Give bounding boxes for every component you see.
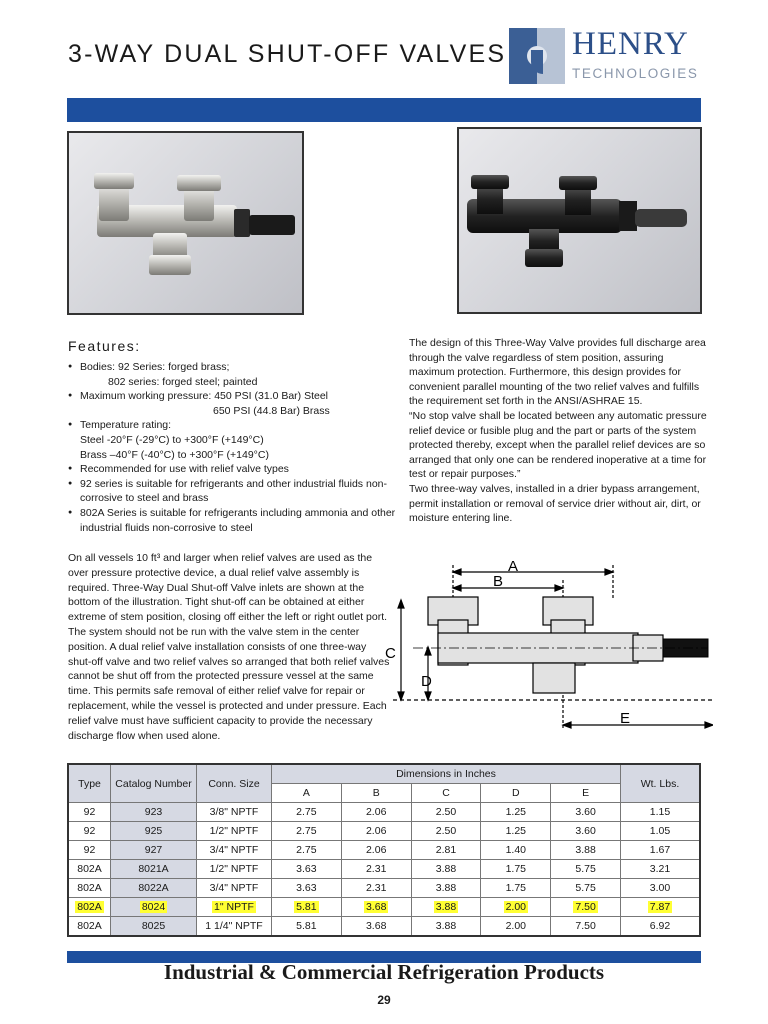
table-cell [197, 917, 272, 937]
feature-item: ● 802A Series is suitable for refrigerants including ammonia and other industrial fluids non-corrosive to steel [68, 506, 398, 535]
cell-value: 2.81 [435, 844, 457, 856]
table-cell [272, 917, 342, 937]
logo-mark-icon [509, 28, 565, 84]
cell-value: 3.60 [575, 806, 596, 818]
table-cell [197, 879, 272, 898]
cell-value: 2.50 [435, 825, 457, 837]
table-cell [481, 879, 551, 898]
dim-label-b: B [493, 573, 504, 590]
cell-value: 2.75 [296, 825, 317, 837]
cell-value: 1/2" NPTF [209, 863, 259, 875]
table-cell [111, 898, 197, 917]
table-cell [111, 803, 197, 822]
table-row [68, 860, 700, 879]
cell-value: 2.50 [435, 806, 457, 818]
table-cell [111, 879, 197, 898]
header-divider-bar [67, 98, 701, 122]
feature-item-continued: Brass –40°F (-40°C) to +300°F (+149°C) [80, 448, 269, 461]
table-cell [341, 917, 411, 937]
cell-value: 2.00 [505, 901, 526, 913]
table-cell [551, 860, 621, 879]
table-cell [621, 803, 701, 822]
table-cell [111, 917, 197, 937]
table-cell [197, 841, 272, 860]
cell-value: 3.68 [365, 901, 387, 913]
table-cell [272, 860, 342, 879]
cell-value: 1.75 [505, 863, 526, 875]
table-cell [621, 898, 701, 917]
table-cell [411, 803, 481, 822]
page-number: 29 [377, 993, 391, 1007]
table-cell [551, 803, 621, 822]
features-list [68, 360, 398, 535]
henry-logo [509, 28, 709, 84]
cell-value: 3.88 [435, 863, 457, 875]
table-row [68, 879, 700, 898]
cell-value: 3.68 [365, 920, 387, 932]
col-header-conn: Conn. Size [197, 764, 272, 803]
cell-value: 1 1/4" NPTF [205, 920, 263, 932]
cell-value: 3.88 [435, 920, 457, 932]
feature-item-continued: Steel -20°F (-29°C) to +300°F (+149°C) [80, 433, 264, 446]
cell-value: 3.60 [575, 825, 596, 837]
col-header-a: A [272, 784, 342, 803]
table-cell [481, 860, 551, 879]
table-cell [481, 898, 551, 917]
table-cell [411, 879, 481, 898]
table-cell [111, 860, 197, 879]
cell-value: 802A [77, 882, 102, 894]
col-header-b: B [341, 784, 411, 803]
cell-value: 8025 [141, 920, 166, 932]
feature-item: ● Temperature rating: [68, 418, 398, 433]
table-cell [272, 879, 342, 898]
cell-value: 7.50 [575, 920, 596, 932]
table-cell [551, 917, 621, 937]
cell-value: 1.67 [649, 844, 671, 856]
cell-value: 925 [144, 825, 163, 837]
table-cell [68, 822, 111, 841]
table-cell [197, 860, 272, 879]
feature-item: ● Bodies: 92 Series: forged brass; [68, 360, 398, 375]
table-cell [481, 822, 551, 841]
feature-item-continued: 650 PSI (44.8 Bar) Brass [213, 404, 330, 417]
cell-value: 3.63 [296, 882, 317, 894]
table-cell [197, 822, 272, 841]
cell-value: 802A [77, 901, 102, 913]
table-cell [341, 841, 411, 860]
table-cell [551, 841, 621, 860]
cell-value: 8021A [138, 863, 169, 875]
col-header-type: Type [68, 764, 111, 803]
cell-value: 2.31 [365, 863, 387, 875]
table-cell [621, 860, 701, 879]
col-header-c: C [411, 784, 481, 803]
table-cell [481, 841, 551, 860]
cell-value: 7.87 [649, 901, 671, 913]
cell-value: 5.81 [296, 901, 317, 913]
table-cell [481, 803, 551, 822]
table-row [68, 898, 700, 917]
cell-value: 1.75 [505, 882, 526, 894]
col-header-e: E [551, 784, 621, 803]
table-cell [481, 917, 551, 937]
table-cell [621, 841, 701, 860]
table-cell [68, 898, 111, 917]
cell-value: 2.75 [296, 844, 317, 856]
installation-paragraph [68, 551, 390, 743]
table-cell [411, 822, 481, 841]
table-body [68, 803, 700, 937]
table-cell [68, 879, 111, 898]
cell-value: 927 [144, 844, 163, 856]
col-header-weight: Wt. Lbs. [621, 764, 701, 803]
col-header-dims: Dimensions in Inches [272, 764, 621, 784]
cell-value: 1.15 [649, 806, 671, 818]
cell-value: 802A [77, 920, 102, 932]
table-cell [551, 822, 621, 841]
page-title: 3-WAY DUAL SHUT-OFF VALVES [68, 40, 507, 68]
cell-value: 3/4" NPTF [209, 882, 259, 894]
cell-value: 5.75 [575, 863, 596, 875]
table-cell [411, 860, 481, 879]
logo-name: HENRY [572, 26, 689, 62]
table-cell [341, 879, 411, 898]
cell-value: 92 [83, 844, 96, 856]
table-cell [272, 822, 342, 841]
table-cell [411, 898, 481, 917]
ashrae-quote: “No stop valve shall be located between any automatic pressure relief device or fusible plug and the part or parts of the system protected thereby, except when the parallel relief devices are so arranged that only one can be rendered inoperative at a time for test or repair purposes.” [409, 409, 707, 481]
footer-title: Industrial & Commercial Refrigeration Products [163, 960, 605, 984]
logo-subtitle: TECHNOLOGIES [572, 66, 699, 81]
feature-item: ● Maximum working pressure: 450 PSI (31.0 Bar) Steel [68, 389, 398, 404]
dim-label-c: C [385, 645, 396, 662]
cell-value: 1" NPTF [214, 901, 254, 913]
table-cell [551, 898, 621, 917]
table-cell [68, 917, 111, 937]
cell-value: 8022A [138, 882, 169, 894]
table-cell [272, 803, 342, 822]
feature-item: ● Recommended for use with relief valve types [68, 462, 398, 477]
table-cell [272, 841, 342, 860]
table-cell [341, 898, 411, 917]
table-cell [272, 898, 342, 917]
cell-value: 3.88 [575, 844, 596, 856]
design-paragraph: The design of this Three-Way Valve provides full discharge area through the valve regardless of stem position, assuring maximum protection. Furthermore, this design provides for convenient parallel mounting of the two relief valves and fulfills the requirement set forth in the ANSI/ASHRAE 15. [409, 337, 706, 408]
cell-value: 5.81 [296, 920, 317, 932]
design-description [409, 336, 709, 526]
table-cell [111, 822, 197, 841]
col-header-catalog: Catalog Number [111, 764, 197, 803]
dim-label-e: E [620, 710, 631, 727]
dimensions-table [67, 763, 701, 937]
cell-value: 5.75 [575, 882, 596, 894]
table-cell [411, 841, 481, 860]
table-cell [68, 841, 111, 860]
features-heading: Features: [68, 338, 141, 354]
drier-bypass-paragraph: Two three-way valves, installed in a drier bypass arrangement, permit installation or removal of service drier without air, dirt, or moisture entering line. [409, 482, 701, 525]
cell-value: 923 [144, 806, 163, 818]
brass-valve-photo [67, 131, 304, 315]
table-cell [197, 803, 272, 822]
cell-value: 1.25 [505, 806, 526, 818]
cell-value: 802A [77, 863, 102, 875]
cell-value: 6.92 [649, 920, 671, 932]
cell-value: 2.75 [296, 806, 317, 818]
cell-value: 92 [83, 806, 96, 818]
feature-item-continued: 802 series: forged steel; painted [108, 375, 258, 388]
table-cell [411, 917, 481, 937]
installation-text: On all vessels 10 ft³ and larger when relief valves are used as the over pressure protective device, a dual relief valve assembly is required. Three-Way Dual Shut-off Valve inlets are shown at the bottom of the illustration. Tight shut-off can be obtained at either extreme of stem position, closing off either the left or right outlet port. The system should not be run with the valve stem in the center position. A dual relief valve installation consists of one three-way shut-off valve and two relief valves so arranged that both relief valves cannot be shut off from the protected pressure vessel at the same time. This permits safe removal of either relief valve for repair or replacement, while the vessel is protected and under pressure. Each relief valve must have sufficient capacity to provide the necessary discharge flow when used alone. [68, 552, 390, 742]
steel-valve-photo [457, 127, 702, 314]
table-row [68, 917, 700, 937]
table-cell [551, 879, 621, 898]
cell-value: 3/4" NPTF [209, 844, 259, 856]
table-cell [621, 822, 701, 841]
table-cell [68, 803, 111, 822]
cell-value: 8024 [141, 901, 166, 913]
cell-value: 2.06 [365, 825, 387, 837]
cell-value: 2.00 [505, 920, 526, 932]
cell-value: 7.50 [575, 901, 596, 913]
feature-item: ● 92 series is suitable for refrigerants and other industrial fluids non-corrosive to steel and brass [68, 477, 398, 506]
col-header-d: D [481, 784, 551, 803]
cell-value: 3.88 [435, 901, 457, 913]
cell-value: 2.31 [365, 882, 387, 894]
table-cell [341, 822, 411, 841]
cell-value: 3.88 [435, 882, 457, 894]
cell-value: 3/8" NPTF [209, 806, 259, 818]
cell-value: 1.25 [505, 825, 526, 837]
cell-value: 1/2" NPTF [209, 825, 259, 837]
table-row [68, 803, 700, 822]
cell-value: 3.21 [649, 863, 671, 875]
table-cell [68, 860, 111, 879]
table-cell [341, 860, 411, 879]
cell-value: 3.00 [649, 882, 671, 894]
table-row [68, 841, 700, 860]
table-cell [197, 898, 272, 917]
cell-value: 2.06 [365, 806, 387, 818]
cell-value: 92 [83, 825, 96, 837]
dim-label-d: D [421, 673, 432, 690]
cell-value: 3.63 [296, 863, 317, 875]
dimension-diagram [383, 555, 713, 730]
table-cell [341, 803, 411, 822]
cell-value: 1.05 [649, 825, 671, 837]
cell-value: 1.40 [505, 844, 526, 856]
table-cell [621, 879, 701, 898]
table-cell [621, 917, 701, 937]
table-row [68, 822, 700, 841]
table-cell [111, 841, 197, 860]
cell-value: 2.06 [365, 844, 387, 856]
dim-label-a: A [508, 558, 519, 575]
